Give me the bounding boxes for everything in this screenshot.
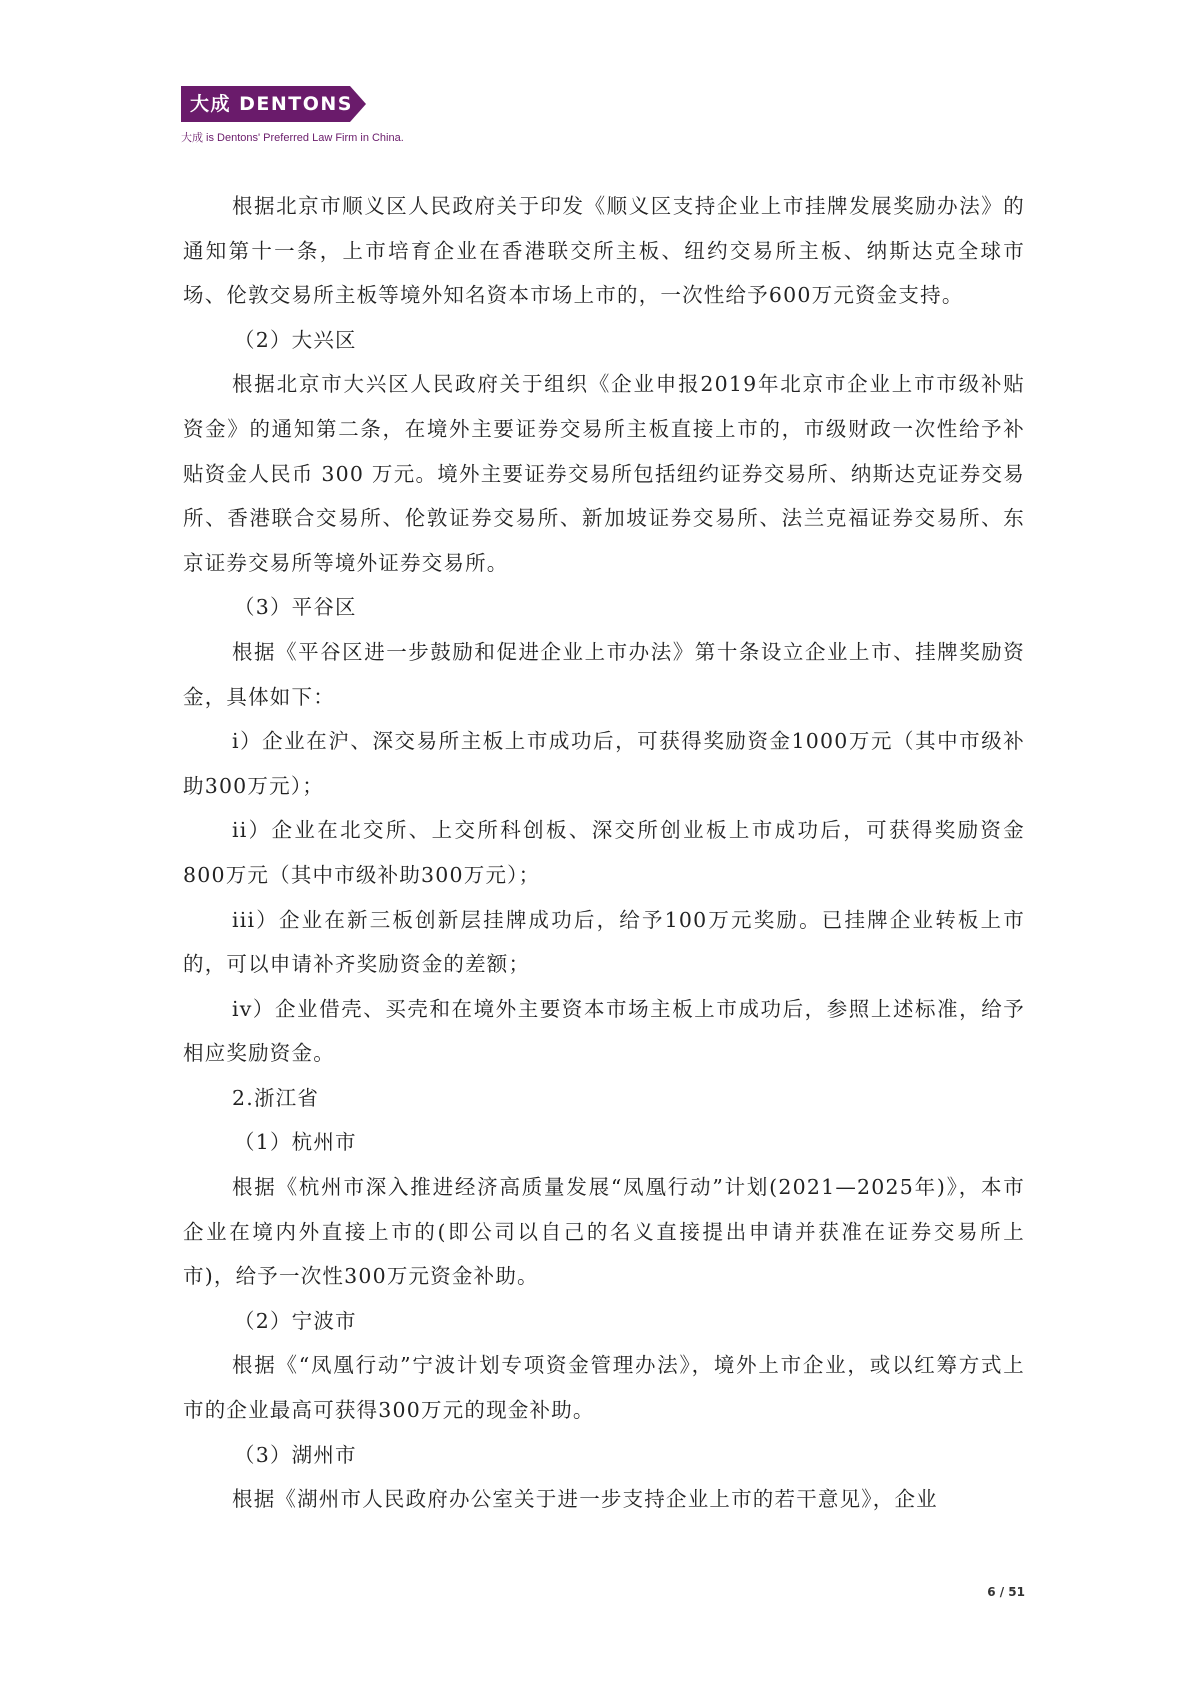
logo-text: 大成 DENTONS <box>190 93 353 115</box>
paragraph-shunyi: 根据北京市顺义区人民政府关于印发《顺义区支持企业上市挂牌发展奖励办法》的通知第十一条，上市培育企业在香港联交所主板、纽约交易所主板、纳斯达克全球市场、伦敦交易所主板等境外知名资本市场上市的，一次性给予600万元资金支持。 <box>183 194 1025 308</box>
heading-ningbo: （2）宁波市 <box>234 1308 357 1333</box>
heading-hangzhou: （1）杭州市 <box>234 1130 357 1155</box>
dentons-logo <box>181 86 366 122</box>
paragraph-huzhou: 根据《湖州市人民政府办公室关于进一步支持企业上市的若干意见》，企业 <box>232 1487 938 1512</box>
heading-pinggu: （3）平谷区 <box>234 595 357 620</box>
heading-daxing: （2）大兴区 <box>234 327 357 352</box>
paragraph-hangzhou: 根据《杭州市深入推进经济高质量发展“凤凰行动”计划(2021—2025年)》，本市企业在境内外直接上市的(即公司以自己的名义直接提出申请并获准在证券交易所上市)，给予一次性300万元资金补助。 <box>183 1175 1025 1289</box>
list-item-iv: iv）企业借壳、买壳和在境外主要资本市场主板上市成功后，参照上述标准，给予相应奖励资金。 <box>183 996 1025 1066</box>
page-number: 6 / 51 <box>987 1585 1025 1599</box>
paragraph-pinggu: 根据《平谷区进一步鼓励和促进企业上市办法》第十条设立企业上市、挂牌奖励资金，具体如下： <box>183 639 1025 709</box>
document-body <box>183 184 1025 1522</box>
paragraph-ningbo: 根据《“凤凰行动”宁波计划专项资金管理办法》，境外上市企业，或以红筹方式上市的企业最高可获得300万元的现金补助。 <box>183 1353 1025 1423</box>
paragraph-daxing: 根据北京市大兴区人民政府关于组织《企业申报2019年北京市企业上市市级补贴资金》的通知第二条，在境外主要证券交易所主板直接上市的，市级财政一次性给予补贴资金人民币 300 万元。境外主要证券交易所包括纽约证券交易所、纳斯达克证券交易所、香港联合交易所、伦敦证券交易所、新加坡证券交易所、法兰克福证券交易所、东京证券交易所等境外证券交易所。 <box>183 372 1025 575</box>
heading-zhejiang: 2.浙江省 <box>232 1085 320 1110</box>
heading-huzhou: （3）湖州市 <box>234 1442 357 1467</box>
list-item-ii: ii）企业在北交所、上交所科创板、深交所创业板上市成功后，可获得奖励资金800万元（其中市级补助300万元）； <box>183 818 1025 887</box>
list-item-i: i）企业在沪、深交易所主板上市成功后，可获得奖励资金1000万元（其中市级补助300万元）； <box>183 729 1025 798</box>
list-item-iii: iii）企业在新三板创新层挂牌成功后，给予100万元奖励。已挂牌企业转板上市的，可以申请补齐奖励资金的差额； <box>183 907 1025 977</box>
logo-tagline: 大成 is Dentons' Preferred Law Firm in China. <box>181 132 404 144</box>
